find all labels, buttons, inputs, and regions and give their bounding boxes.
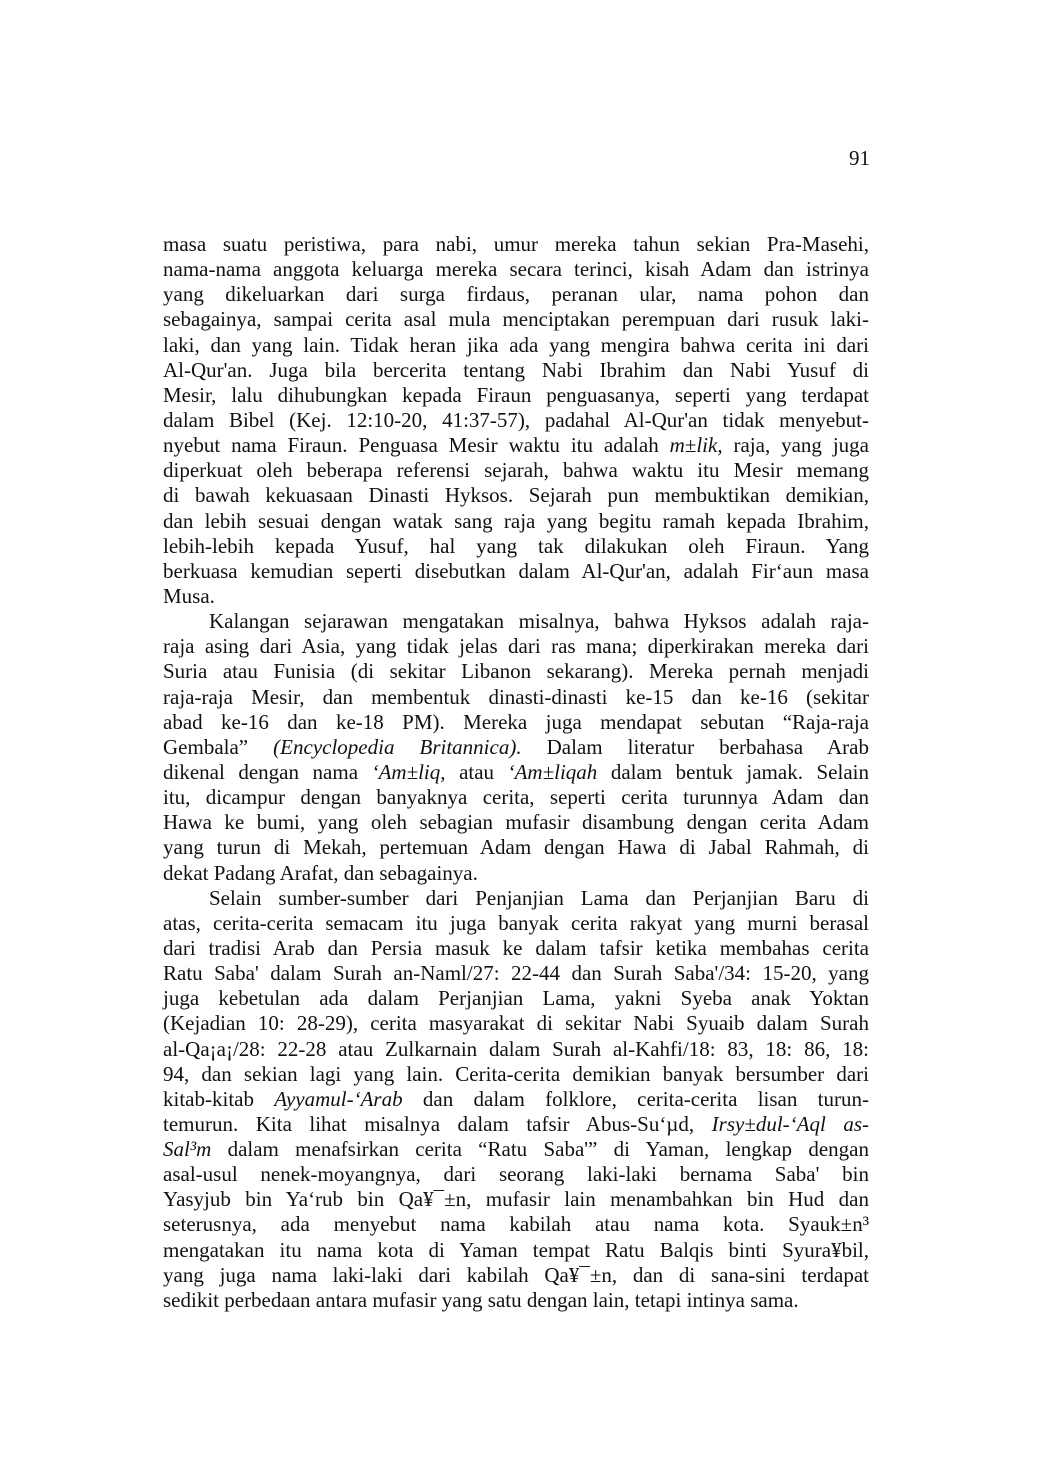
text-line: seterusnya, ada menyebut nama kabilah atau nama kota. Syauk±n³ — [163, 1212, 869, 1237]
text-line: Ratu Saba' dalam Surah an-Naml/27: 22-44 dan Surah Saba'/34: 15-20, yang — [163, 961, 869, 986]
text-segment: , raja, yang juga — [717, 433, 869, 458]
text-line: berkuasa kemudian seperti disebutkan dalam Al-Qur'an, adalah Fir‘aun masa — [163, 558, 869, 583]
text-segment: Gembala” — [163, 734, 274, 759]
italic-term: ‘Am±liq, — [371, 759, 446, 784]
text-line: Mesir, lalu dihubungkan kepada Firaun penguasanya, seperti yang terdapat — [163, 382, 869, 407]
text-line: Hawa ke bumi, yang oleh sebagian mufasir disambung dengan cerita Adam — [163, 810, 869, 835]
text-line: sedikit perbedaan antara mufasir yang satu dengan lain, tetapi intinya sama. — [163, 1287, 799, 1312]
body-text — [163, 232, 869, 1313]
text-line: 94, dan sekian lagi yang lain. Cerita-cerita demikian banyak bersumber dari — [163, 1061, 869, 1086]
text-line: raja asing dari Asia, yang tidak jelas dari ras mana; diperkirakan mereka dari — [163, 634, 869, 659]
italic-term: Irsy±dul-‘Aql as- — [711, 1111, 869, 1136]
text-line — [163, 1137, 869, 1162]
text-segment: temurun. Kita lihat misalnya dalam tafsir Abus-Su‘µd, — [163, 1111, 712, 1136]
text-line — [163, 735, 869, 760]
text-line: diperkuat oleh beberapa referensi sejarah, bahwa waktu itu Mesir memang — [163, 458, 869, 483]
text-line: Musa. — [163, 583, 215, 608]
text-line: Al-Qur'an. Juga bila bercerita tentang Nabi Ibrahim dan Nabi Yusuf di — [163, 357, 869, 382]
text-line: raja-raja Mesir, dan membentuk dinasti-dinasti ke-15 dan ke-16 (sekitar — [163, 684, 869, 709]
text-line: juga kebetulan ada dalam Perjanjian Lama, yakni Syeba anak Yoktan — [163, 986, 869, 1011]
text-line: lebih-lebih kepada Yusuf, hal yang tak dilakukan oleh Firaun. Yang — [163, 533, 869, 558]
text-line: Suria atau Funisia (di sekitar Libanon sekarang). Mereka pernah menjadi — [163, 659, 869, 684]
italic-term: ‘Am±liqah — [507, 759, 598, 784]
italic-term: Ayyamul-‘Arab — [274, 1086, 403, 1111]
text-line: abad ke-16 dan ke-18 PM). Mereka juga mendapat sebutan “Raja-raja — [163, 709, 869, 734]
page-number: 91 — [849, 146, 870, 170]
text-line — [163, 1087, 869, 1112]
text-line: yang juga nama laki-laki dari kabilah Qa¥¯±n, dan di sana-sini terdapat — [163, 1262, 869, 1287]
text-line: laki, dan yang lain. Tidak heran jika ada yang mengira bahwa cerita ini dari — [163, 332, 869, 357]
italic-term: (Encyclopedia Britannica). — [273, 734, 522, 759]
text-line — [163, 1112, 869, 1137]
text-line — [163, 760, 869, 785]
text-line: yang dikeluarkan dari surga firdaus, peranan ular, nama pohon dan — [163, 282, 869, 307]
text-segment: dan dalam folklore, cerita-cerita lisan turun- — [402, 1086, 869, 1111]
text-segment: dikenal dengan nama — [163, 759, 372, 784]
italic-term: Sal³m — [163, 1137, 212, 1162]
text-line: Kalangan sejarawan mengatakan misalnya, bahwa Hyksos adalah raja- — [209, 609, 869, 634]
text-line: dekat Padang Arafat, dan sebagainya. — [163, 860, 478, 885]
text-segment: dalam bentuk jamak. Selain — [597, 759, 869, 784]
text-line: itu, dicampur dengan banyaknya cerita, seperti cerita turunnya Adam dan — [163, 785, 869, 810]
text-segment: atau — [445, 759, 508, 784]
text-line: dalam Bibel (Kej. 12:10-20, 41:37-57), padahal Al-Qur'an tidak menyebut- — [163, 407, 869, 432]
italic-term: m±lik — [669, 433, 718, 458]
text-line — [163, 433, 869, 458]
text-segment: kitab-kitab — [163, 1086, 275, 1111]
text-segment: dalam menafsirkan cerita “Ratu Saba'” di Yaman, lengkap dengan — [211, 1137, 869, 1162]
text-line: masa suatu peristiwa, para nabi, umur mereka tahun sekian Pra-Masehi, — [163, 232, 869, 256]
text-line: sebagainya, sampai cerita asal mula menciptakan perempuan dari rusuk laki- — [163, 307, 869, 332]
text-line: yang turun di Mekah, pertemuan Adam dengan Hawa di Jabal Rahmah, di — [163, 835, 869, 860]
text-line: dari tradisi Arab dan Persia masuk ke dalam tafsir ketika membahas cerita — [163, 935, 869, 960]
text-segment: Dalam literatur berbahasa Arab — [521, 734, 869, 759]
text-line: dan lebih sesuai dengan watak sang raja yang begitu ramah kepada Ibrahim, — [163, 508, 869, 533]
text-line: nama-nama anggota keluarga mereka secara terinci, kisah Adam dan istrinya — [163, 257, 869, 282]
text-line: di bawah kekuasaan Dinasti Hyksos. Sejarah pun membuktikan demikian, — [163, 483, 869, 508]
text-line: al-Qa¡a¡/28: 22-28 atau Zulkarnain dalam Surah al-Kahfi/18: 83, 18: 86, 18: — [163, 1036, 869, 1061]
text-line: (Kejadian 10: 28-29), cerita masyarakat di sekitar Nabi Syuaib dalam Surah — [163, 1011, 869, 1036]
text-line: Selain sumber-sumber dari Penjanjian Lama dan Perjanjian Baru di — [209, 885, 869, 910]
text-line: Yasyjub bin Ya‘rub bin Qa¥¯±n, mufasir lain menambahkan bin Hud dan — [163, 1187, 869, 1212]
text-line: mengatakan itu nama kota di Yaman tempat Ratu Balqis binti Syura¥bil, — [163, 1237, 869, 1262]
text-segment: nyebut nama Firaun. Penguasa Mesir waktu itu adalah — [163, 433, 670, 458]
text-line: atas, cerita-cerita semacam itu juga banyak cerita rakyat yang murni berasal — [163, 910, 869, 935]
text-line: asal-usul nenek-moyangnya, dari seorang laki-laki bernama Saba' bin — [163, 1162, 869, 1187]
